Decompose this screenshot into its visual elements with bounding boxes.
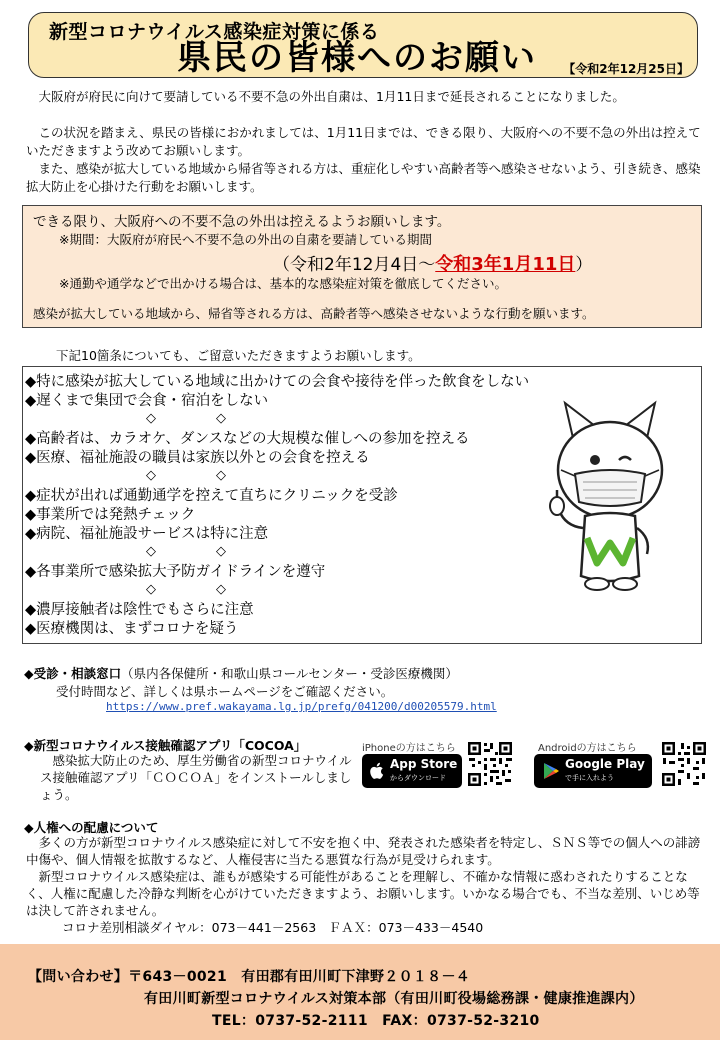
apple-icon: [368, 761, 386, 781]
iphone-qr-code[interactable]: [466, 740, 514, 788]
cocoa-text: 感染拡大防止のため、厚生労働省の新型コロナウイルス接触確認アプリ「ＣＯＣＯＡ」をインストールしましょう。: [40, 753, 352, 802]
consult-title: ◆受診・相談窓口: [24, 666, 122, 681]
divider-diamond: ◇: [216, 411, 226, 426]
list-item: ◆医療、福祉施設の職員は家族以外との会食を控える: [25, 450, 370, 466]
contact-footer: [0, 944, 720, 1040]
header-subtitle: 新型コロナウイルス感染症対策に係る: [49, 21, 380, 43]
app-store-badge[interactable]: [362, 754, 462, 788]
request-box: [22, 205, 702, 328]
period-suffix: ）: [575, 255, 593, 275]
iphone-label: iPhoneの方はこちら: [362, 743, 456, 754]
list-item: ◆高齢者は、カラオケ、ダンスなどの大規模な催しへの参加を控える: [25, 431, 470, 447]
google-play-subtext: で手に入れよう: [565, 774, 614, 782]
period-end-date: 令和3年1月11日: [435, 254, 576, 275]
divider-diamond: ◇: [146, 468, 156, 483]
app-store-subtext: からダウンロード: [390, 774, 446, 782]
android-qr-code[interactable]: [660, 740, 708, 788]
request-homecoming: 感染が拡大している地域から、帰省等される方は、高齢者等へ感染させないような行動を願います。: [33, 306, 595, 321]
list-item: ◆特に感染が拡大している地域に出かけての会食や接待を伴った飲食をしない: [25, 374, 530, 390]
period-prefix: （令和2年12月4日～: [273, 255, 436, 275]
divider-diamond: ◇: [216, 468, 226, 483]
google-play-badge[interactable]: [534, 754, 652, 788]
mascot-illustration: [535, 398, 685, 598]
divider-diamond: ◇: [216, 582, 226, 597]
list-item: ◆病院、福祉施設サービスは特に注意: [25, 526, 269, 542]
list-item: ◆医療機関は、まずコロナを疑う: [25, 621, 239, 637]
issue-date: 【令和2年12月25日】: [563, 62, 689, 76]
rights-paragraph-2: 新型コロナウイルス感染症は、誰もが感染する可能性があることを理解し、不確かな情報に惑わされたりすることなく、人権に配慮した冷静な判断を心がけていただきますよう、お願いします。いかなる場合でも、不当な差別、いじめ等は決して許されません。: [26, 869, 700, 918]
rights-paragraph-1: 多くの方が新型コロナウイルス感染症に対して不安を抱く中、発表された感染者を特定し、ＳＮＳ等での個人への誹謗中傷や、個人情報を拡散するなど、人権侵害に当たる悪質な行為が見受けられます。: [26, 835, 701, 867]
list-item: ◆各事業所で感染拡大予防ガイドラインを遵守: [25, 564, 326, 580]
divider-diamond: ◇: [216, 544, 226, 559]
list-item: ◆遅くまで集団で会食・宿泊をしない: [25, 393, 269, 409]
intro-paragraph-1: 大阪府が府民に向けて要請している不要不急の外出自粛は、1月11日まで延長されることになりました。: [26, 89, 625, 104]
request-commute-note: ※通勤や通学などで出かける場合は、基本的な感染症対策を徹底してください。: [59, 276, 507, 291]
discrimination-hotline: コロナ差別相談ダイヤル：073－441－2563 ＦＡＸ：073－433－4540: [62, 920, 484, 935]
google-play-text: Google Play: [565, 757, 645, 771]
header-box: [28, 12, 698, 78]
prefecture-homepage-link[interactable]: https://www.pref.wakayama.lg.jp/prefg/041200/d00205579.html: [106, 700, 497, 713]
contact-department: 有田川町新型コロナウイルス対策本部（有田川町役場総務課・健康推進課内）: [144, 991, 644, 1007]
app-store-text: App Store: [390, 757, 458, 771]
contact-address: 【問い合わせ】〒643－0021 有田郡有田川町下津野２０１８－４: [28, 969, 471, 985]
contact-phone-fax: TEL：0737-52-2111 FAX：0737-52-3210: [212, 1013, 540, 1029]
consult-note: （県内各保健所・和歌山県コールセンター・受診医療機関）: [121, 666, 458, 681]
intro-paragraph-2: この状況を踏まえ、県民の皆様におかれましては、1月11日までは、できる限り、大阪府への不要不急の外出は控えていただきますよう改めてお願いします。: [26, 125, 701, 158]
ten-items-intro: 下記10箇条についても、ご留意いただきますようお願いします。: [56, 348, 421, 363]
intro-paragraph-3: また、感染が拡大している地域から帰省等される方は、重症化しやすい高齢者等へ感染させないよう、引き続き、感染拡大防止を心掛けた行動をお願いします。: [26, 161, 701, 194]
page-title: 県民の皆様へのお願い: [177, 38, 537, 78]
rights-heading: ◆人権への配慮について: [24, 820, 159, 835]
list-item: ◆事業所では発熱チェック: [25, 507, 196, 523]
request-period: [273, 250, 592, 276]
request-main: できる限り、大阪府への不要不急の外出は控えるようお願いします。: [33, 214, 451, 230]
consult-heading: [24, 664, 458, 682]
list-item: ◆濃厚接触者は陰性でもさらに注意: [25, 602, 254, 618]
request-period-note: ※期間：大阪府が府民へ不要不急の外出の自粛を要請している期間: [59, 232, 432, 247]
divider-diamond: ◇: [146, 544, 156, 559]
divider-diamond: ◇: [146, 582, 156, 597]
divider-diamond: ◇: [146, 411, 156, 426]
google-play-icon: [541, 761, 561, 781]
consult-text: 受付時間など、詳しくは県ホームページをご確認ください。: [56, 684, 394, 699]
cocoa-heading: ◆新型コロナウイルス接触確認アプリ「COCOA」: [24, 738, 307, 753]
list-item: ◆症状が出れば通勤通学を控えて直ちにクリニックを受診: [25, 488, 398, 504]
android-label: Androidの方はこちら: [538, 743, 637, 754]
